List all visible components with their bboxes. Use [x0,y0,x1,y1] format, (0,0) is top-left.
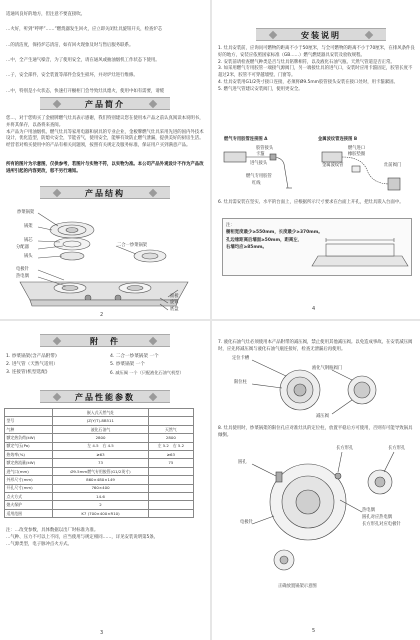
label-stove-valve: 灶前阀门 [384,163,402,168]
accessory-item: 4. 二合一炒菜锅架 一个 [110,354,159,359]
label-cylinder-valve: 液化气钢瓶阀门 [312,366,343,371]
manual-page-3 [0,322,210,640]
table-row-header: 额定气压(Pa) [5,442,53,450]
label-inlet-joint: 进气接头 [250,161,268,166]
page-number: 2 [100,312,104,318]
performance-table [4,408,194,518]
label-knob: 旋钮 [170,300,179,305]
label-rect-hole: 长方形孔 [336,446,354,451]
accessory-item: 1. 炒菜锅架(含产品附带) [6,354,57,359]
label-clamp: 卡箍 [256,152,265,157]
label-base: 底盘 [170,307,179,312]
manual-page-4 [212,0,420,318]
label-rubber-washer: 橡胶垫圈 [348,152,366,157]
label-red-line: 红线 [252,181,261,186]
section-banner-accessories: 附 件 [40,334,170,347]
usage-note-line: …子，安全部件，安全装置等部件会发生损坏，并对炉灶进行维修。 [6,73,138,79]
table-row-header: 熄火保护 [5,501,53,509]
table-cell: 2 [53,501,148,509]
label-stop-post: 限位柱 [234,380,247,385]
table-cell [148,509,193,517]
accessory-item: 2. 进气管（天然气适用） [6,362,58,367]
section-banner-intro: 产品简介 [40,97,170,110]
table-cell: 天然气 [148,425,193,433]
table-row-header: 点火方式 [5,492,53,500]
intro-paragraph: 您…，对于您购买了金板牌燃气灶具表示感谢，我们特别建议您在使用本产品之前认真阅读本说明书，并将其保存，以备将来查阅。 本产品为户用油烟机、燃气灶具等家用电器和厨具的专业企业，金板牌燃气灶具采用先进的国内外技术设计，优化造型，防熄火安全，节能省气，使用安全，能够有效防止燃气泄漏，提供美好的厨房生活。 经营者对购买使用中的产品有相关问题须，按照有关规定及服务标准，保证用户买到满意产品。 [6,116,204,149]
label-pan-support: 锅架 [24,224,33,229]
label-round-hole-thermocouple: 圆孔对应热电偶 [362,515,393,520]
table-cell: 2800 [148,434,193,442]
table-footnotes: 注：…改变参数，具体数据以出厂时标准为准。 …气种、压力不可以上不同，应当使用与规定相同……，详见安装说明第5条。 …气源类型，电子脉冲点火方式。 [6,528,159,547]
table-cell [148,501,193,509]
label-rect-hole-2: 长方形孔 [388,446,406,451]
page-gutter-horizontal [0,319,420,321]
table-cell: 760×400 [53,484,148,492]
table-cell: 860×480×149 [53,476,148,484]
table-row-header: 型号 [5,417,53,425]
table-cell [148,467,193,475]
label-rect-hole-electrode: 长方形孔对应电极针 [362,522,401,527]
label-burner-bowl: 锅头 [24,254,33,259]
table-row [5,459,194,467]
label-burner-cap: 锅芯 [24,238,33,243]
usage-note-line: 适通风良好的地方，但注意不要直接吹。 [6,11,86,17]
instruction-8: 8. 灶具使用时，炒菜锅架的限位孔应对准灶具的定位柱，放置平稳后方可使用，否则有可能导致锅具倾倒。 [218,426,413,438]
cutout-note-line: 孔边缘距离后墙面≥50mm，距离左、右墙均应≥85mm。 [226,238,303,251]
table-row [5,492,194,500]
table-row [5,442,194,450]
section-banner-install: 安装说明 [256,28,386,41]
label-twin-support: 二合一炒菜锅架 [117,243,148,248]
accessory-item: 5. 炒菜锅架 一个 [110,362,145,367]
table-cell: 左 5.2 右 5.2 [148,442,193,450]
fig-hose-title: 燃气专用胶管连接图 A [224,137,268,142]
table-cell: 左 4.5 右 4.5 [53,442,148,450]
section-banner-structure: 产品结构 [40,186,170,199]
table-row [5,425,194,433]
label-gas-hose: 燃气专用胶管 [246,174,272,179]
figure-caption: 正确放置锅架示意图 [278,584,317,589]
page-number: 5 [312,628,316,634]
table-row-header: 适用范围 [5,509,53,517]
page-number: 3 [100,630,104,636]
label-locating-groove: 定位卡槽 [232,356,250,361]
usage-note-line: …中，特别是小火状态，快速打开橱柜门会导致灶具熄火，使用中如有需要，请缓 [6,88,165,94]
table-row [5,509,194,517]
table-row [5,467,194,475]
cutout-note-title: 注： [226,223,235,228]
table-cell: 嵌入式天然气灶 [53,409,148,417]
table-row [5,484,194,492]
table-cell: ≥63 [148,450,193,458]
table-row-header: 进气口(mm) [5,467,53,475]
cutout-drawing [312,222,412,272]
table-row-header: 开孔尺寸(mm) [5,484,53,492]
table-row-header: 外形尺寸(mm) [5,476,53,484]
label-electrode: 电极针 [16,267,29,272]
accessory-item: 3. 连接管(机型选配) [6,370,48,375]
table-row [5,417,194,425]
label-round-hole: 圆孔 [238,460,247,465]
notice-paragraph: 所有的图片为示意图，仅供参考，若图片与实物不符，以实物为准。本公司产品外观设计不作为产品改进所引起的内容更改，恕不另行通知。 [6,162,204,174]
table-cell [148,492,193,500]
table-cell [148,476,193,484]
usage-note-line: …火好，听到“呼呼”……”燃烧器发生回火，应立即关闭灶具旋钮开关，检查炉芯 [6,27,163,33]
instruction-7: 7. 液化石油气灶必须使用本产品附带的减压阀，禁止使用其他减压阀。以免造成事故。在安装减压阀时，应先将减压阀与液化石油气瓶连接好，检查无泄漏后再使用。 [218,340,413,352]
label-panel: 面板 [170,294,179,299]
usage-note-line: …的清洁度，保持炉芯清洁，如有回火现象及时与售后服务联系。 [6,42,134,48]
table-cell: JZ(Y/T)-8B511 [53,417,148,425]
table-cell [148,484,193,492]
table-cell [148,417,193,425]
table-row [5,409,194,417]
connection-diagrams [212,144,420,198]
table-cell: 2800 [53,434,148,442]
usage-notes [6,3,206,103]
table-row [5,501,194,509]
accessory-item: 6. 减压阀 一个（只配液化石油气机型） [110,370,184,375]
table-row-header: 额定热负荷(kW) [5,434,53,442]
pressure-regulator-diagram [212,352,420,422]
label-gas-inlet: 燃气进口 [348,146,366,151]
cutout-note-line: 橱柜宽度最少≥550mm，长度最少≥370mm。 [226,230,323,235]
label-distributor: 分配器 [16,245,29,250]
table-cell: 73 [53,459,148,467]
table-row [5,476,194,484]
page-number: 4 [312,306,316,312]
label-thermocouple: 热电偶 [362,508,375,513]
manual-page-2 [0,0,210,318]
usage-note-line: …中，全产生通气噪音，为了使用安全，请在通风或抽油烟机工作状态下使用。 [6,57,160,63]
table-row-header: 气种 [5,425,53,433]
label-wok-support: 炒菜锅架 [17,210,35,215]
fig-corrugated-title: 金属波纹管连接图 B [318,137,358,142]
table-cell: 75 [148,459,193,467]
table-row-header: 额定热流量(kW) [5,459,53,467]
label-electrode: 电极针 [240,520,253,525]
table-cell: 液化石油气 [53,425,148,433]
table-row [5,434,194,442]
table-cell: ≥63 [53,450,148,458]
label-hose-joint: 胶管接头 [256,146,274,151]
label-regulator: 减压阀 [316,414,329,419]
label-thermocouple: 热电偶 [16,274,29,279]
table-row-header: 热效率(%) [5,450,53,458]
table-cell: 14.6 [53,492,148,500]
table-cell: K7 (700×400×R10) [53,509,148,517]
section-banner-performance: 产品性能参数 [40,390,170,403]
install-instruction-6: 6. 灶具需安装在坚实、水平的台面上，应根据所示尺寸要求在台面上开孔，把灶具嵌入台面中。 [218,200,404,205]
table-cell: Ø9.5mm燃气专用胶管(G1/2英寸) [53,467,148,475]
label-corrugated-pipe: 金属波纹管 [322,163,344,168]
table-row-header [5,409,53,417]
manual-page-5 [212,322,420,640]
table-row [5,450,194,458]
install-instructions: 1. 灶具安装前，应询问可燃物的距离不小于50厘米，与全可燃物的距离不小于70厘米，在排风条件良好的地方，安装应依照国家标准（GB……）燃气燃烧器具安装及验收规程。 2. 安装前请检查燃气种类是否与灶具铭牌相符，以及液化石油气瓶、天然气管道是否正常。 3. 如采用燃气专用胶管一端接气源阀门，另一端接灶具的进气口，安装时应用卡箍固定，胶管长度不超过2米，胶管不可穿越墙壁、门窗等。 4. 灶具安装用G1/2英寸接口连接，必须将Ø9.5mm胶管接头安装在接口处时，用卡箍紧固。 5. 燃气进气管建议安装阀门，使用更安全。 [218,46,415,92]
table-cell [148,409,193,417]
